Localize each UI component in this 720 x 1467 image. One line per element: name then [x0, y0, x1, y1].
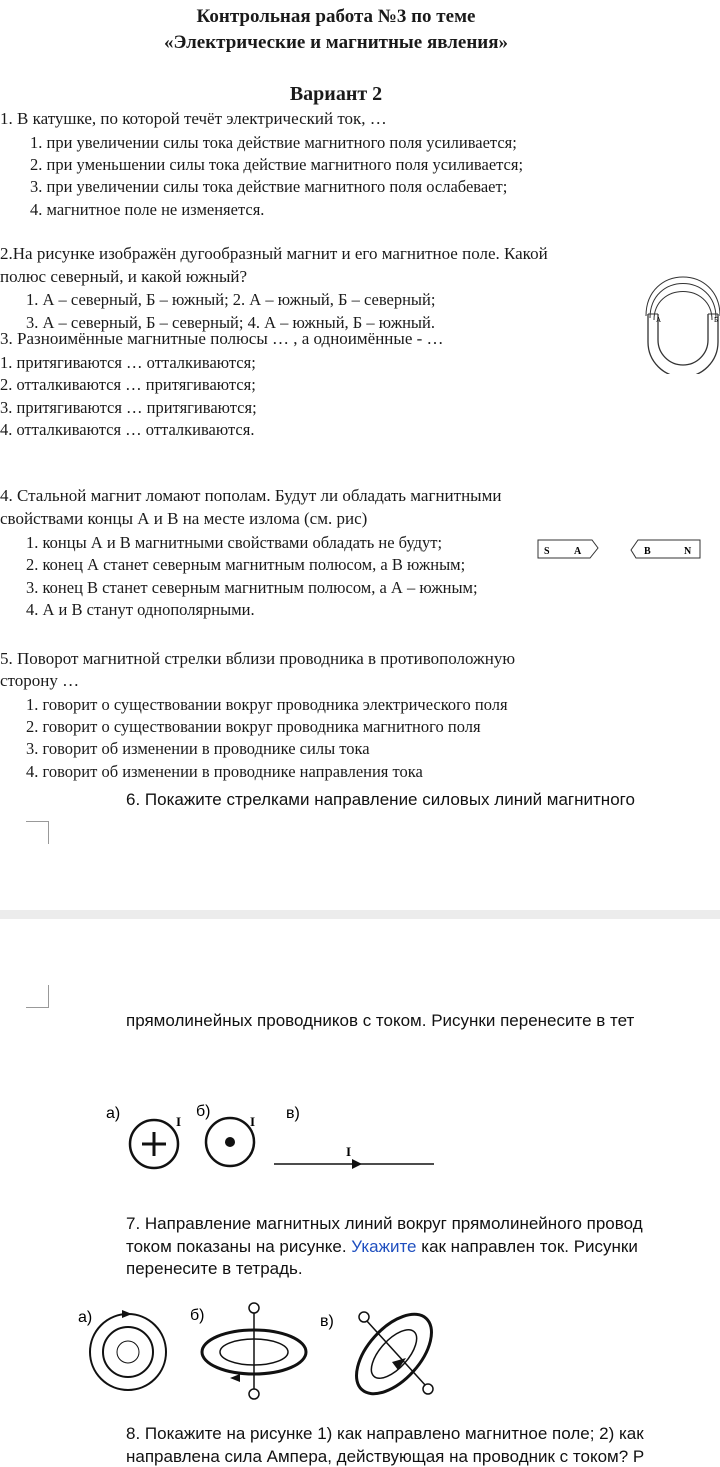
q5-text-line2: сторону …: [0, 671, 80, 690]
q7-figures: [74, 1300, 454, 1404]
q7-field-outer: [90, 1314, 166, 1390]
q7-text-line3: перенесите в тетрадь.: [126, 1259, 303, 1278]
page-corner-mark-2: [26, 985, 49, 1008]
q7-label-a: а): [78, 1309, 93, 1326]
broken-magnet-figure: [536, 536, 706, 564]
q2-text-line1: 2.На рисунке изображён дугообразный магнит и его магнитное поле. Какой: [0, 244, 548, 263]
q3-text: 3. Разноимённые магнитные полюсы … , а одноимённые - …: [0, 329, 444, 348]
q1-option-1: 1. при увеличении силы тока действие магнитного поля усиливается;: [30, 133, 517, 152]
magnet-label-n: N: [684, 546, 692, 557]
magnet-label-s: S: [544, 546, 550, 557]
q7-wire-diagonal: [366, 1320, 426, 1386]
q8-text-line2: направлена сила Ампера, действующая на проводник с током? Р: [126, 1447, 645, 1466]
q1-option-2: 2. при уменьшении силы тока действие магнитного поля усиливается;: [30, 155, 524, 174]
q3-option-1: 1. притягиваются … отталкиваются;: [0, 353, 256, 372]
magnet-label-a: А: [656, 316, 662, 324]
page-corner-mark: [26, 821, 49, 844]
q2-options-line2: 3. А – северный, Б – северный; 4. А – южный, Б – южный.: [26, 313, 435, 332]
magnet-label-b2: B: [644, 546, 651, 557]
q6-text-line2: прямолинейных проводников с током. Рисунки перенесите в тет: [126, 1011, 635, 1030]
q7-text-line2: [126, 1237, 638, 1257]
q6-label-a: а): [106, 1105, 121, 1122]
q6-current-b: I: [250, 1114, 256, 1129]
q7-text-line2-start: током показаны на рисунке.: [126, 1237, 352, 1256]
q7-text-line2-end: как направлен ток. Рисунки: [416, 1237, 638, 1256]
q6-current-a: I: [176, 1114, 182, 1129]
q3-option-2: 2. отталкиваются … притягиваются;: [0, 375, 256, 394]
q4-option-3: 3. конец В станет северным магнитным полюсом, а А – южным;: [26, 578, 478, 597]
variant-heading: Вариант 2: [289, 83, 383, 105]
q7-label-v: в): [320, 1313, 334, 1330]
q6-text-line1: 6. Покажите стрелками направление силовых линий магнитного: [126, 790, 635, 809]
magnet-label-a2: A: [574, 546, 582, 557]
q4-text-line2: свойствами концы А и В на месте излома (см. рис): [0, 509, 368, 528]
q6-label-v: в): [286, 1105, 300, 1122]
q1-text: 1. В катушке, по которой течёт электрический ток, …: [0, 109, 387, 128]
q6-figures: [100, 1098, 440, 1178]
q6-current-v: I: [346, 1144, 352, 1159]
page-separator: [0, 910, 720, 919]
magnet-label-b: Б: [714, 316, 719, 324]
q5-option-1: 1. говорит о существовании вокруг проводника электрического поля: [26, 695, 508, 714]
q5-option-2: 2. говорит о существовании вокруг проводника магнитного поля: [26, 717, 481, 736]
q8-text-line1: 8. Покажите на рисунке 1) как направлено магнитное поле; 2) как: [126, 1424, 644, 1443]
q3-option-4: 4. отталкиваются … отталкиваются.: [0, 420, 255, 439]
q3-option-3: 3. притягиваются … притягиваются;: [0, 398, 257, 417]
q5-text-line1: 5. Поворот магнитной стрелки вблизи проводника в противоположную: [0, 649, 516, 668]
q1-option-4: 4. магнитное поле не изменяется.: [30, 200, 265, 219]
q4-text-line1: 4. Стальной магнит ломают пополам. Будут ли обладать магнитными: [0, 486, 502, 505]
q1-option-3: 3. при увеличении силы тока действие магнитного поля ослабевает;: [30, 177, 508, 196]
q4-option-2: 2. конец А станет северным магнитным полюсом, а В южным;: [26, 555, 466, 574]
q5-option-4: 4. говорит об изменении в проводнике направления тока: [26, 762, 423, 781]
q7-link-ukazhite[interactable]: Укажите: [351, 1237, 417, 1256]
q5-option-3: 3. говорит об изменении в проводнике силы тока: [26, 739, 370, 758]
title-line1: Контрольная работа №3 по теме: [196, 6, 476, 27]
q7-text-line1: 7. Направление магнитных линий вокруг прямолинейного провод: [126, 1214, 643, 1233]
horseshoe-magnet-figure: [640, 262, 720, 374]
q2-text-line2: полюс северный, и какой южный?: [0, 267, 248, 286]
q2-options-line1: 1. А – северный, Б – южный; 2. А – южный, Б – северный;: [26, 290, 436, 309]
title-line2: «Электрические и магнитные явления»: [163, 32, 509, 53]
q6-label-b: б): [196, 1103, 211, 1120]
q4-option-4: 4. А и В станут однополярными.: [26, 600, 255, 619]
q7-label-b: б): [190, 1307, 205, 1324]
q4-option-1: 1. концы А и В магнитными свойствами обладать не будут;: [26, 533, 443, 552]
